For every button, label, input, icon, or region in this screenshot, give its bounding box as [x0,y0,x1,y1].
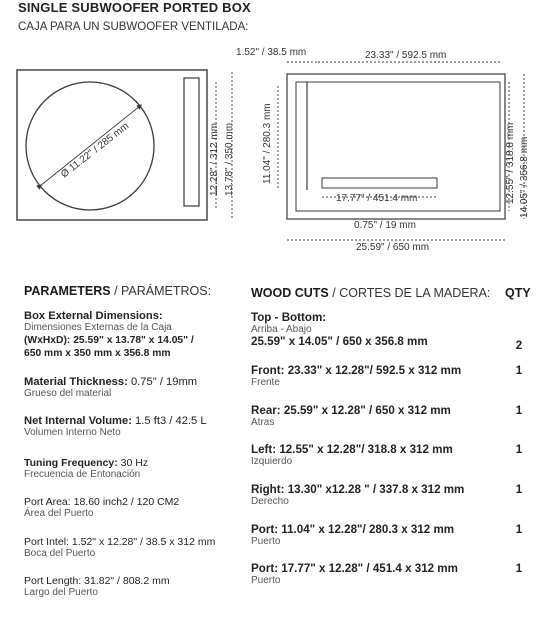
cut-sub: Arriba - Abajo [251,324,312,335]
wood-cuts-heading-en: WOOD CUTS [251,286,329,300]
parameters-heading [24,284,211,298]
circle-dimension-line [40,106,140,186]
front-view [17,70,232,220]
cut-label: Top - Bottom: [251,311,327,324]
param-label: Box External Dimensions: [24,310,163,322]
thickness-label: 0.75" / 19 mm [354,220,416,231]
param-label: Port Intel: 1.52" x 12.28" / 38.5 x 312 mm [24,536,216,548]
right-outer-label: 14.05" / 356.8 mm [519,136,530,218]
wood-cuts-heading [251,286,490,300]
param-sub: Frecuencia de Entonación [24,469,141,480]
param-box-dimensions [24,310,194,360]
port-floor [322,178,437,188]
param-tuning-frequency [24,457,148,481]
param-net-volume [24,415,207,439]
param-sub: Largo del Puerto [24,587,98,598]
top-inner-width-label: 23.33" / 592.5 mm [365,50,447,61]
cut-sub: Izquierdo [251,456,293,467]
cut-dims: 25.59" x 14.05" / 650 x 356.8 mm [251,335,428,348]
circle-dim-label: Ø 11.22" / 285 mm [59,120,132,181]
side-port-height-label: 11.04" / 280.3 mm [262,103,273,184]
front-outer-height-label: 13.78" / 350 mm [224,122,235,196]
param-sub: Área del Puerto [24,508,94,519]
param-label: Net Internal Volume: 1.5 ft3 / 42.5 L [24,415,207,427]
port-length-label: 17.77" / 451.4 mm [336,193,418,204]
right-inner-label: 12.55" / 318.8 mm [505,122,516,204]
cut-sub: Frente [251,377,280,388]
cut-label: Port: 17.77" x 12.28" / 451.4 x 312 mm [251,562,458,575]
cut-qty: 1 [515,562,523,575]
cut-qty: 1 [515,523,523,536]
param-label: Tuning Frequency: 30 Hz [24,457,149,469]
cut-right [251,483,464,507]
param-sub: Dimensiones Externas de la Caja [24,322,172,333]
box-diagram [0,0,546,260]
param-label: Port Area: 18.60 inch2 / 120 CM2 [24,496,180,508]
qty-header: QTY [505,286,531,300]
cut-port-a [251,523,454,547]
parameters-heading-en: PARAMETERS [24,284,111,298]
cut-label: Left: 12.55" x 12.28"/ 318.8 x 312 mm [251,443,453,456]
param-material-thickness [24,376,197,400]
param-port-inlet [24,536,215,560]
cut-port-b [251,562,458,586]
cut-label: Front: 23.33" x 12.28"/ 592.5 x 312 mm [251,364,462,377]
cut-left [251,443,453,467]
port-width-label: 1.52" / 38.5 mm [236,47,307,58]
wood-cuts-heading-es: / CORTES DE LA MADERA: [328,286,491,300]
cut-qty: 1 [515,364,523,377]
page-title: SINGLE SUBWOOFER PORTED BOX [18,0,251,15]
front-panel-outline [17,70,207,220]
param-sub: Volumen Interno Neto [24,427,121,438]
front-port-opening [184,78,199,206]
cut-top-bottom [251,311,428,348]
cut-sub: Puerto [251,575,281,586]
param-value-line: (WxHxD): 25.59" x 13.78" x 14.05" / [24,335,194,346]
top-view [278,62,524,240]
top-inner-outline [296,82,500,211]
param-sub: Boca del Puerto [24,548,96,559]
front-inner-height-label: 12.28" / 312 mm [209,122,220,196]
cut-qty: 1 [515,483,523,496]
param-port-area [24,496,179,520]
cut-sub: Derecho [251,496,289,507]
param-port-length [24,575,170,599]
page-subtitle: CAJA PARA UN SUBWOOFER VENTILADA: [18,21,249,33]
cut-label: Right: 13.30" x12.28 " / 337.8 x 312 mm [251,483,465,496]
cut-sub: Atras [251,417,275,428]
cut-label: Port: 11.04" x 12.28"/ 280.3 x 312 mm [251,523,455,536]
cut-rear [251,404,451,428]
param-label: Port Length: 31.82" / 808.2 mm [24,575,170,587]
cut-qty: 2 [515,339,523,352]
cut-qty: 1 [515,443,523,456]
total-width-label: 25.59" / 650 mm [356,242,430,253]
parameters-heading-es: / PARÁMETROS: [110,284,212,298]
cut-label: Rear: 25.59" x 12.28" / 650 x 312 mm [251,404,451,417]
cut-sub: Puerto [251,536,281,547]
param-value-line: 650 mm x 350 mm x 356.8 mm [24,348,171,359]
param-sub: Grueso del material [24,388,112,399]
cut-front [251,364,461,388]
param-label: Material Thickness: 0.75" / 19mm [24,376,198,388]
cut-qty: 1 [515,404,523,417]
